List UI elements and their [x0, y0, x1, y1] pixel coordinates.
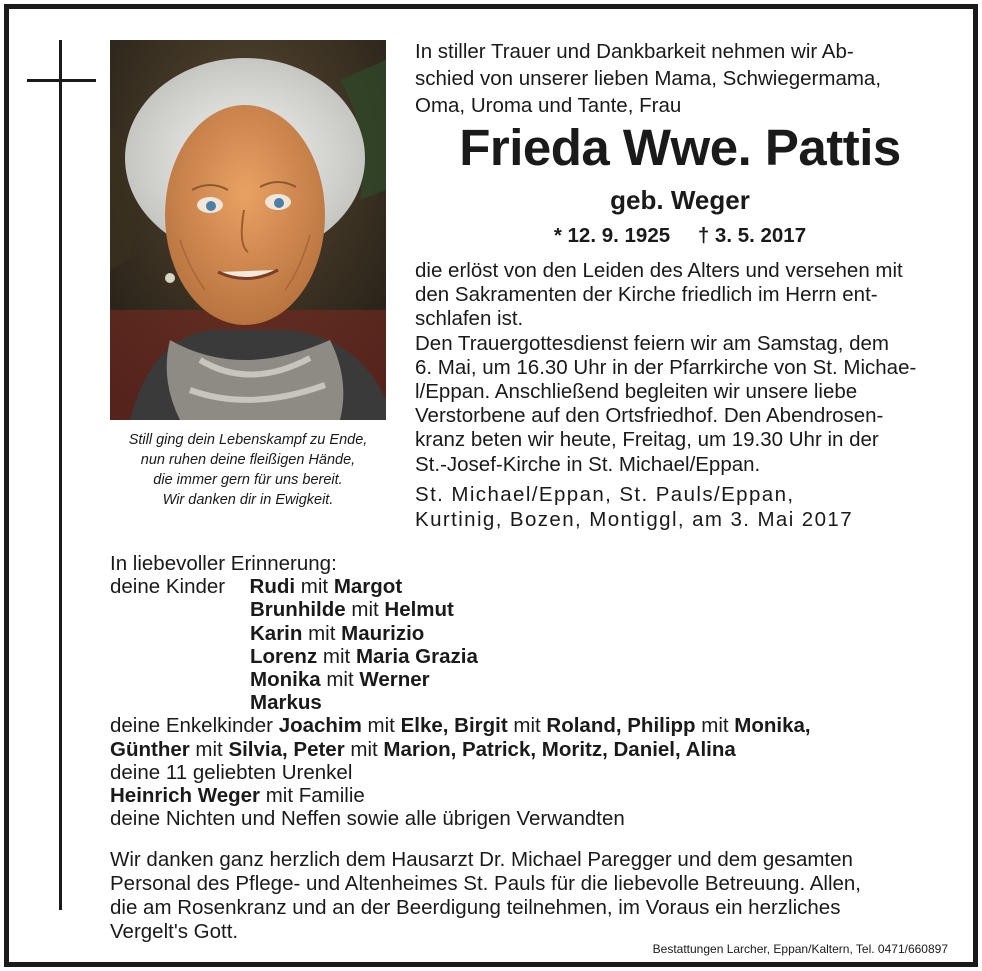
grandchild-connector: mit [507, 714, 547, 738]
thanks-line: Personal des Pflege- und Altenheimes St. Pauls für die liebevolle Betreuung. Allen, [110, 872, 861, 895]
intro-line: Oma, Uroma und Tante, Frau [415, 94, 682, 117]
children-row [110, 691, 950, 714]
portrait-photo [110, 40, 386, 420]
grandchild-names: Marion, Patrick, Moritz, Daniel, Alina [383, 737, 736, 761]
child-name: Brunhilde [250, 598, 346, 622]
grandchild-connector: mit [344, 737, 384, 761]
grandchild-connector: mit [361, 714, 401, 738]
child-name: Markus [250, 691, 322, 715]
child-with: mit [308, 621, 342, 645]
child-with: mit [300, 575, 334, 599]
child-name: Monika [250, 668, 321, 692]
children-row [110, 645, 950, 668]
child-name: Lorenz [250, 644, 318, 668]
thanks-line: Wir danken ganz herzlich dem Hausarzt Dr. Michael Paregger und dem gesamten [110, 848, 853, 871]
intro-text [415, 38, 945, 119]
intro-line: schied von unserer lieben Mama, Schwiegermama, [415, 67, 882, 90]
children-label: deine Kinder [110, 575, 226, 599]
text-line: kranz beten wir heute, Freitag, um 19.30 Uhr in der [415, 428, 879, 452]
place-date [415, 482, 945, 532]
text-line: Verstorbene auf den Ortsfriedhof. Den Abendrosen- [415, 404, 884, 428]
caption-line: die immer gern für uns bereit. [153, 472, 343, 488]
grandchild-names: Monika, [734, 714, 811, 738]
brother-row [110, 784, 950, 807]
text-line: die erlöst von den Leiden des Alters und versehen mit [415, 259, 903, 282]
children-row [110, 575, 950, 598]
great-grandchildren: deine 11 geliebten Urenkel [110, 760, 353, 784]
child-partner: Maurizio [341, 621, 425, 645]
text-line: l/Eppan. Anschließend begleiten wir unsere liebe [415, 380, 858, 404]
place-line: Kurtinig, Bozen, Montiggl, am 3. Mai 2017 [415, 508, 853, 531]
brother-name: Heinrich Weger [110, 784, 260, 808]
death-date: † 3. 5. 2017 [697, 224, 807, 247]
grandchild-connector: mit [695, 714, 735, 738]
cross-icon-bar [27, 79, 96, 82]
cross-icon [59, 40, 62, 910]
child-name: Karin [250, 621, 303, 645]
caption-line: Wir danken dir in Ewigkeit. [162, 492, 334, 508]
child-with: mit [351, 598, 385, 622]
child-name: Rudi [249, 575, 296, 599]
children-row [110, 598, 950, 621]
announcement-text [415, 259, 945, 477]
text-line: schlafen ist. [415, 307, 524, 331]
life-dates [400, 222, 960, 250]
relatives: deine Nichten und Neffen sowie alle übrigen Verwandten [110, 807, 625, 831]
child-partner: Maria Grazia [355, 644, 478, 668]
birth-date: * 12. 9. 1925 [553, 224, 671, 247]
family-heading: In liebevoller Erinnerung: [110, 552, 337, 575]
birth-name: geb. Weger [610, 185, 750, 215]
grandchildren-row [110, 714, 950, 737]
child-partner: Werner [359, 668, 430, 692]
text-line: St.-Josef-Kirche in St. Michael/Eppan. [415, 452, 761, 476]
grandchild-names: Günther [110, 737, 190, 761]
caption-line: Still ging dein Lebenskampf zu Ende, [128, 432, 368, 448]
children-row [110, 668, 950, 691]
photo-caption [100, 430, 396, 510]
grandchild-names: Joachim [278, 714, 362, 738]
text-line: 6. Mai, um 16.30 Uhr in der Pfarrkirche von St. Michae- [415, 355, 917, 379]
grandchild-names: Roland, Philipp [546, 714, 696, 738]
place-line: St. Michael/Eppan, St. Pauls/Eppan, [415, 483, 795, 506]
intro-line: In stiller Trauer und Dankbarkeit nehmen wir Ab- [415, 40, 854, 63]
child-partner: Helmut [384, 598, 454, 622]
caption-line: nun ruhen deine fleißigen Hände, [140, 452, 356, 468]
deceased-name: Frieda Wwe. Pattis [459, 119, 901, 176]
thanks-line: Vergelt's Gott. [110, 920, 239, 943]
grandchild-names: Silvia, Peter [228, 737, 345, 761]
grandchildren-row [110, 738, 950, 761]
funeral-home-footer: Bestattungen Larcher, Eppan/Kaltern, Tel. 0471/660897 [652, 942, 948, 956]
grandchildren-label: deine Enkelkinder [110, 714, 273, 738]
family-list [110, 552, 950, 830]
child-with: mit [326, 668, 360, 692]
child-with: mit [322, 644, 356, 668]
text-line: Den Trauergottesdienst feiern wir am Samstag, dem [415, 331, 889, 355]
children-row [110, 622, 950, 645]
brother-suffix: mit Familie [260, 784, 365, 808]
grandchild-names: Elke, Birgit [400, 714, 508, 738]
grandchild-connector: mit [189, 737, 229, 761]
text-line: den Sakramenten der Kirche friedlich im Herrn ent- [415, 283, 878, 307]
thanks-line: die am Rosenkranz und an der Beerdigung teilnehmen, im Voraus ein herzliches [110, 896, 841, 919]
thanks-text [110, 848, 950, 944]
child-partner: Margot [333, 575, 403, 599]
